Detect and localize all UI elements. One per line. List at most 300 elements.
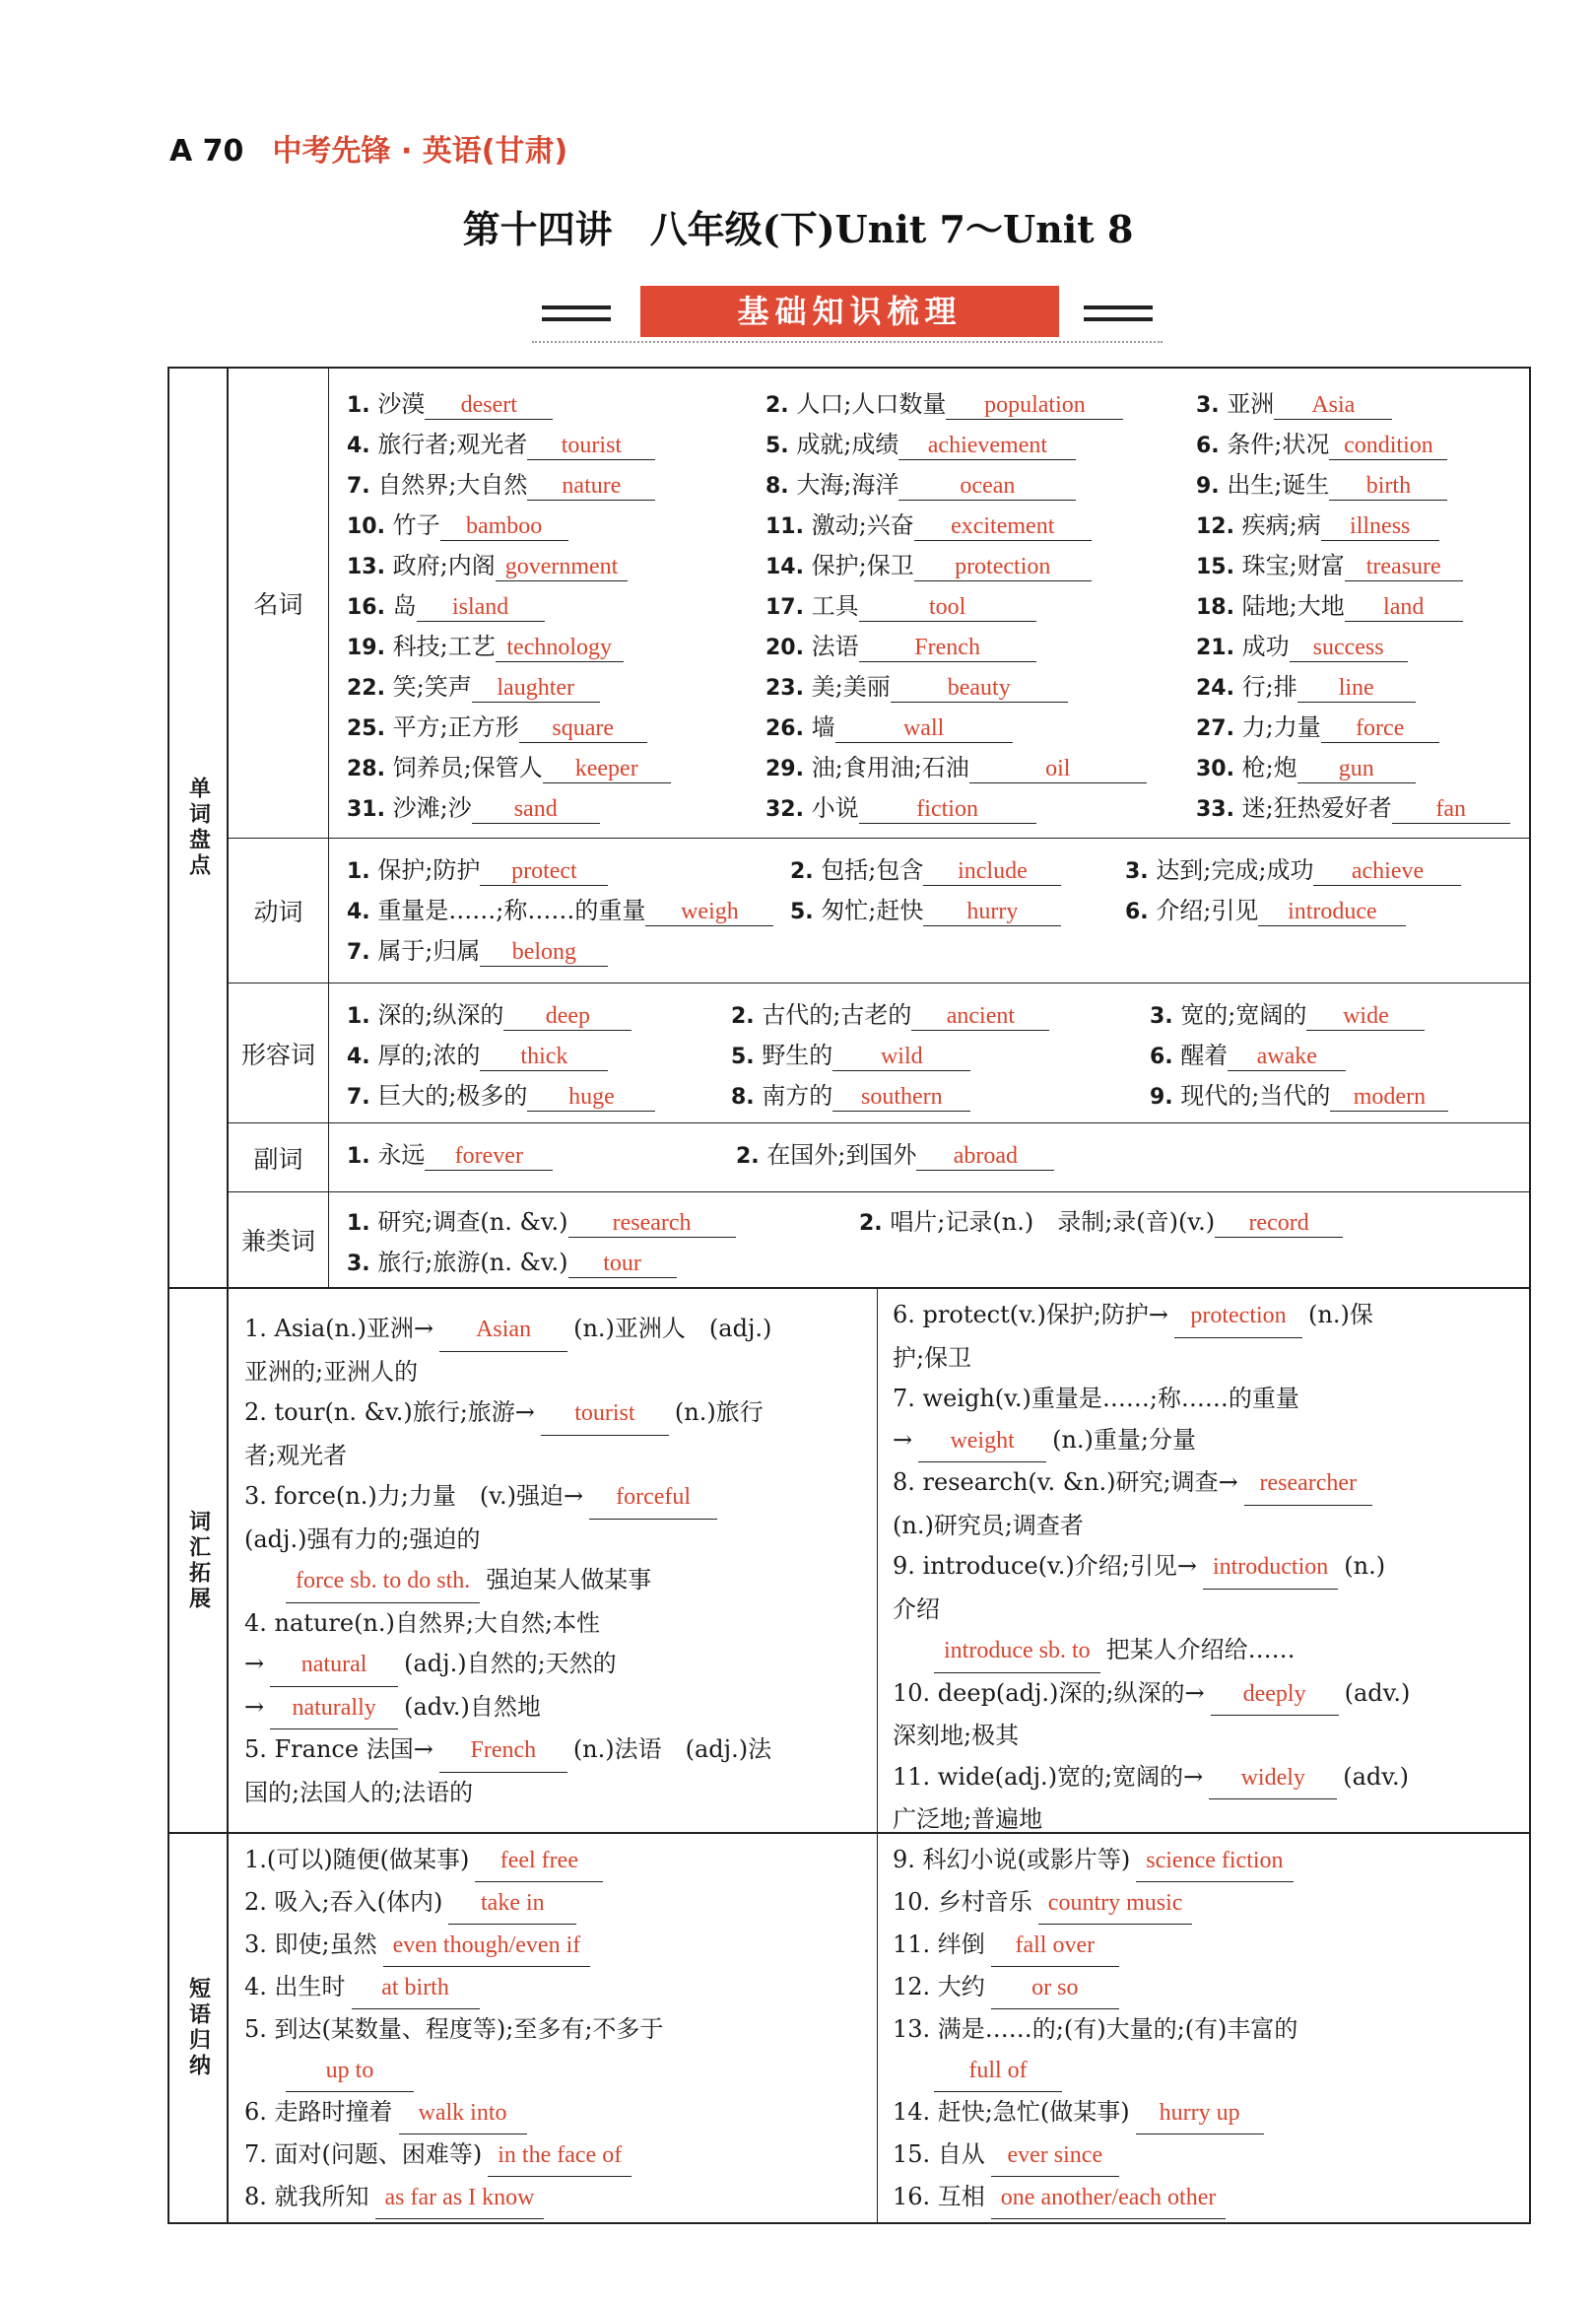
item-chinese: 激动;兴奋 [811, 511, 914, 539]
verbs-block [229, 839, 1529, 983]
item-number: 16. [347, 595, 385, 620]
line-text: 国的;法国人的;法语的 [244, 1778, 474, 1806]
word-item [765, 748, 1147, 783]
item-chinese: 人口;人口数量 [796, 390, 947, 418]
word-item [765, 667, 1068, 703]
text-line [893, 1546, 1515, 1590]
item-number: 25. [347, 716, 385, 741]
item-chinese: 工具 [811, 592, 859, 620]
item-chinese: 旅行;旅游(n. &v.) [377, 1249, 568, 1276]
line-text: 4. 出生时 [244, 1973, 346, 2000]
item-number: 11. [765, 514, 804, 539]
item-number: 1. [347, 1211, 370, 1236]
text-line [893, 2009, 1515, 2050]
item-number: 2. [731, 1004, 755, 1029]
line-answer: protection [1174, 1296, 1302, 1338]
item-chinese: 平方;正方形 [392, 713, 519, 741]
nouns-label: 名词 [229, 369, 329, 838]
line-answer: natural [270, 1645, 398, 1687]
line-text: 亚洲的;亚洲人的 [244, 1357, 419, 1386]
text-line [893, 1716, 1515, 1757]
line-answer: as far as I know [375, 2178, 545, 2219]
word-item [1196, 708, 1439, 743]
word-item [347, 850, 608, 886]
text-line [893, 1925, 1515, 1967]
phrases-right [877, 1834, 1529, 2222]
item-number: 24. [1196, 676, 1234, 701]
line-answer: country music [1038, 1883, 1193, 1925]
item-answer: excitement [914, 513, 1092, 541]
item-number: 7. [347, 1085, 370, 1110]
item-answer: tour [568, 1251, 677, 1278]
item-chinese: 疾病;病 [1241, 511, 1321, 539]
item-answer: belong [480, 939, 608, 967]
line-text: 11. 绊倒 [893, 1931, 985, 1958]
item-answer: treasure [1345, 554, 1463, 581]
item-number: 9. [1196, 474, 1220, 499]
item-number: 21. [1196, 636, 1234, 660]
word-item [1125, 850, 1461, 886]
text-line [893, 1673, 1515, 1717]
line-answer: deeply [1211, 1674, 1339, 1717]
item-chinese: 枪;炮 [1241, 754, 1297, 781]
item-chinese: 野生的 [762, 1042, 833, 1069]
item-number: 27. [1196, 716, 1234, 741]
adverbs-block [229, 1123, 1529, 1192]
section-banner [532, 286, 1163, 345]
item-chinese: 珠宝;财富 [1241, 552, 1345, 579]
item-number: 1. [347, 859, 370, 884]
word-item [347, 546, 628, 581]
word-item [347, 384, 553, 420]
text-line [893, 1757, 1515, 1800]
multi-class-label: 兼类词 [229, 1192, 329, 1287]
item-chinese: 沙滩;沙 [392, 794, 472, 822]
line-answer: in the face of [488, 2135, 632, 2177]
text-line [244, 2177, 863, 2219]
item-number: 3. [1196, 393, 1220, 418]
item-number: 23. [765, 676, 804, 701]
text-line [244, 1967, 863, 2009]
item-chinese: 行;排 [1241, 673, 1297, 701]
adverbs-label: 副词 [229, 1123, 329, 1191]
item-number: 2. [790, 859, 814, 884]
text-line [244, 1476, 863, 1520]
item-answer: thick [480, 1044, 608, 1071]
text-line [244, 1520, 863, 1561]
word-item [347, 627, 624, 662]
text-line [893, 1630, 1515, 1673]
item-answer: square [519, 715, 647, 743]
item-answer: protect [480, 858, 608, 886]
item-answer: fan [1392, 796, 1510, 824]
item-number: 4. [347, 1045, 370, 1069]
word-item [765, 708, 1013, 743]
item-chinese: 力;力量 [1241, 713, 1321, 741]
word-item [347, 931, 608, 967]
word-item [790, 850, 1061, 886]
item-number: 28. [347, 757, 385, 781]
text-line [244, 2135, 863, 2177]
word-item [347, 1135, 553, 1171]
page-number: A 70 [169, 134, 244, 169]
item-answer: record [1215, 1210, 1343, 1238]
line-text: 12. 大约 [893, 1973, 985, 2000]
item-chinese: 厚的;浓的 [377, 1042, 481, 1069]
line-text: → [244, 1650, 265, 1677]
text-line [893, 2050, 1515, 2092]
item-number: 18. [1196, 595, 1234, 620]
text-line [244, 1925, 863, 1967]
vocab-expansion-right [877, 1289, 1529, 1832]
word-item [1150, 995, 1425, 1031]
item-answer: nature [527, 473, 655, 501]
item-answer: oil [969, 756, 1147, 783]
item-answer: gun [1297, 756, 1416, 783]
item-answer: ancient [911, 1003, 1049, 1031]
item-number: 4. [347, 434, 370, 458]
item-number: 30. [1196, 757, 1234, 781]
item-chinese: 条件;状况 [1227, 431, 1330, 458]
item-answer: French [859, 635, 1036, 662]
text-line [244, 1603, 863, 1645]
item-number: 19. [347, 636, 385, 660]
banner-title: 基础知识梳理 [640, 286, 1059, 337]
item-number: 29. [765, 757, 804, 781]
line-text: 3. force(n.)力;力量 (v.)强迫→ [244, 1482, 584, 1510]
word-item [1196, 465, 1447, 501]
item-number: 13. [347, 555, 385, 579]
word-item [1150, 1076, 1448, 1112]
line-suffix: (n.)重量;分量 [1052, 1425, 1197, 1454]
line-answer: tourist [541, 1393, 669, 1436]
line-answer: forceful [589, 1477, 717, 1520]
text-line [244, 1309, 863, 1352]
line-text: 1.(可以)随便(做某事) [244, 1846, 470, 1873]
line-text: 16. 互相 [893, 2183, 985, 2210]
item-answer: introduce [1258, 899, 1406, 926]
item-answer: huge [527, 1084, 655, 1112]
item-chinese: 亚洲 [1227, 390, 1275, 418]
word-item [731, 1036, 970, 1071]
item-number: 26. [765, 716, 804, 741]
adjectives-block [229, 983, 1529, 1123]
text-line [893, 1882, 1515, 1925]
item-answer: line [1297, 675, 1416, 703]
line-suffix: 把某人介绍给…… [1105, 1636, 1296, 1663]
item-number: 10. [347, 514, 385, 539]
line-answer: full of [934, 2051, 1062, 2092]
line-text: 1. Asia(n.)亚洲→ [244, 1315, 434, 1342]
text-line [244, 1773, 863, 1814]
item-chinese: 法语 [811, 633, 859, 660]
line-answer: introduce sb. to [934, 1631, 1100, 1673]
item-number: 33. [1196, 797, 1234, 822]
text-line [893, 1506, 1515, 1547]
word-item [347, 1076, 655, 1112]
item-chinese: 旅行者;观光者 [377, 431, 528, 458]
item-number: 6. [1125, 900, 1149, 924]
line-text: 广泛地;普遍地 [893, 1805, 1043, 1833]
item-number: 31. [347, 797, 385, 822]
vocab-expansion-label: 词汇拓展 [169, 1289, 229, 1832]
word-item [765, 506, 1092, 541]
item-chinese: 政府;内阁 [392, 552, 496, 579]
line-text: 15. 自从 [893, 2140, 985, 2168]
item-chinese: 陆地;大地 [1241, 592, 1345, 620]
word-item [1196, 667, 1416, 703]
line-text: 6. 走路时撞着 [244, 2098, 393, 2126]
item-chinese: 达到;完成;成功 [1156, 856, 1314, 884]
line-answer: weight [918, 1421, 1046, 1463]
item-answer: protection [914, 554, 1092, 581]
word-item [765, 627, 1036, 662]
line-suffix: (n.)保 [1308, 1301, 1373, 1328]
item-answer: wide [1306, 1003, 1425, 1031]
item-answer: modern [1330, 1084, 1448, 1112]
word-item [1196, 384, 1392, 420]
line-text: 护;保卫 [893, 1343, 972, 1372]
item-chinese: 竹子 [392, 511, 440, 539]
word-item [765, 465, 1076, 501]
line-suffix: (n.) [1344, 1552, 1386, 1580]
item-chinese: 介绍;引见 [1156, 897, 1259, 924]
item-number: 17. [765, 595, 804, 620]
text-line [893, 1967, 1515, 2009]
item-answer: beauty [891, 675, 1068, 703]
word-item [765, 384, 1123, 420]
text-line [244, 1687, 863, 1730]
item-answer: abroad [916, 1143, 1054, 1171]
word-item [731, 1076, 970, 1112]
text-line [244, 1560, 863, 1603]
line-answer: ever since [991, 2135, 1119, 2177]
line-text: 10. deep(adj.)深的;纵深的→ [893, 1678, 1205, 1707]
word-item [347, 425, 655, 460]
line-answer: naturally [270, 1688, 398, 1730]
line-suffix: 强迫某人做某事 [486, 1566, 652, 1593]
item-chinese: 成功 [1241, 633, 1290, 660]
item-chinese: 古代的;古老的 [762, 1001, 912, 1029]
item-number: 22. [347, 676, 385, 701]
word-item [347, 891, 773, 926]
line-suffix: (adv.)自然地 [404, 1692, 541, 1721]
item-number: 2. [859, 1211, 883, 1236]
item-number: 9. [1150, 1085, 1173, 1110]
text-line [893, 1295, 1515, 1338]
item-number: 14. [765, 555, 804, 579]
line-text: 3. 即使;虽然 [244, 1931, 377, 1958]
item-chinese: 迷;狂热爱好者 [1241, 794, 1392, 822]
word-item [1125, 891, 1406, 926]
word-item [765, 425, 1076, 460]
nouns-block [229, 369, 1529, 839]
word-item [347, 1243, 677, 1278]
line-answer: one another/each other [991, 2178, 1227, 2219]
item-chinese: 保护;防护 [377, 856, 481, 884]
text-line [244, 1840, 863, 1882]
item-answer: achievement [898, 433, 1076, 460]
item-number: 5. [765, 434, 789, 458]
word-item [736, 1135, 1054, 1171]
line-text: → [244, 1692, 265, 1721]
line-answer: introduction [1203, 1547, 1338, 1590]
item-answer: birth [1329, 473, 1447, 501]
item-answer: force [1321, 715, 1439, 743]
item-number: 1. [347, 1144, 370, 1169]
item-number: 1. [347, 393, 370, 418]
item-answer: desert [425, 392, 553, 420]
item-chinese: 科技;工艺 [392, 633, 496, 660]
line-text: 2. tour(n. &v.)旅行;旅游→ [244, 1398, 535, 1426]
line-text: 7. weigh(v.)重量是……;称……的重量 [893, 1385, 1299, 1412]
item-answer: success [1290, 635, 1408, 662]
line-text: 2. 吸入;吞入(体内) [244, 1888, 443, 1916]
item-number: 2. [765, 393, 789, 418]
text-line [893, 2135, 1515, 2177]
item-answer: island [417, 594, 545, 622]
line-text: 14. 赶快;急忙(做某事) [893, 2098, 1130, 2126]
word-item [1196, 506, 1439, 541]
text-line [893, 1379, 1515, 1420]
word-item [347, 1036, 608, 1071]
item-chinese: 唱片;记录(n.) 录制;录(音)(v.) [890, 1208, 1216, 1236]
item-chinese: 匆忙;赶快 [821, 897, 924, 924]
line-answer: walk into [399, 2093, 527, 2135]
phrases-label: 短语归纳 [169, 1834, 229, 2222]
line-answer: researcher [1244, 1463, 1372, 1506]
item-chinese: 重量是……;称……的重量 [377, 897, 646, 924]
word-item [765, 788, 1036, 824]
text-line [244, 2050, 863, 2092]
line-text: 6. protect(v.)保护;防护→ [893, 1301, 1169, 1328]
page-header [169, 126, 567, 169]
item-answer: tourist [527, 433, 655, 460]
item-answer: technology [496, 635, 624, 662]
item-answer: government [496, 554, 629, 581]
line-suffix: (adv.) [1343, 1762, 1409, 1791]
item-chinese: 巨大的;极多的 [377, 1082, 528, 1110]
line-answer: up to [286, 2051, 414, 2092]
text-line [244, 1729, 863, 1773]
item-number: 8. [731, 1085, 755, 1110]
item-number: 1. [347, 1004, 370, 1029]
lesson-title: 第十四讲 八年级(下)Unit 7～Unit 8 [462, 207, 1134, 251]
text-line [893, 1840, 1515, 1882]
item-number: 6. [1150, 1045, 1173, 1069]
line-suffix: (n.)旅行 [674, 1398, 764, 1426]
word-item [347, 748, 671, 783]
word-item [1196, 748, 1416, 783]
line-answer: take in [448, 1883, 576, 1925]
item-chinese: 岛 [392, 592, 417, 620]
item-answer: achieve [1313, 858, 1461, 886]
line-suffix: (n.)亚洲人 (adj.) [573, 1315, 772, 1342]
item-answer: weigh [645, 899, 773, 926]
item-number: 7. [347, 474, 370, 499]
item-chinese: 沙漠 [377, 390, 426, 418]
line-text: 8. 就我所知 [244, 2183, 369, 2210]
line-answer: hurry up [1136, 2093, 1264, 2135]
item-answer: southern [832, 1084, 970, 1112]
text-line [893, 2177, 1515, 2219]
line-text: 深刻地;极其 [893, 1722, 1020, 1749]
item-answer: bamboo [440, 513, 568, 541]
item-answer: keeper [543, 756, 671, 783]
item-chinese: 饲养员;保管人 [392, 754, 543, 781]
line-answer: feel free [475, 1841, 603, 1882]
line-answer: Asian [439, 1310, 567, 1352]
text-line [244, 2092, 863, 2135]
text-line [244, 1352, 863, 1393]
line-text: 5. 到达(某数量、程度等);至多有;不多于 [244, 2015, 664, 2043]
line-answer: even though/even if [383, 1926, 591, 1967]
item-answer: include [923, 858, 1061, 886]
word-item [790, 891, 1061, 926]
item-number: 8. [765, 474, 789, 499]
item-answer: deep [503, 1003, 632, 1031]
text-line [244, 2009, 863, 2050]
item-number: 15. [1196, 555, 1234, 579]
adjectives-label: 形容词 [229, 983, 329, 1122]
item-chinese: 深的;纵深的 [377, 1001, 504, 1029]
item-chinese: 属于;归属 [377, 937, 481, 965]
item-number: 20. [765, 636, 804, 660]
word-item [1196, 627, 1408, 662]
word-check-label: 单词盘点 [169, 369, 229, 1287]
line-answer: fall over [991, 1926, 1119, 1967]
phrases-left [229, 1834, 877, 2222]
item-chinese: 成就;成绩 [796, 431, 899, 458]
item-number: 5. [731, 1045, 755, 1069]
line-text: 4. nature(n.)自然界;大自然;本性 [244, 1608, 601, 1637]
item-answer: sand [472, 796, 600, 824]
item-chinese: 笑;笑声 [392, 673, 472, 701]
word-item [347, 586, 545, 622]
item-answer: land [1345, 594, 1463, 622]
text-line [244, 1436, 863, 1477]
word-item [1196, 425, 1447, 460]
item-answer: ocean [898, 473, 1076, 501]
item-number: 2. [736, 1144, 760, 1169]
line-text: 11. wide(adj.)宽的;宽阔的→ [893, 1762, 1204, 1791]
line-answer: at birth [352, 1968, 480, 2009]
text-line [893, 1338, 1515, 1380]
word-item [1196, 788, 1510, 824]
item-answer: hurry [923, 899, 1061, 926]
word-item [1196, 586, 1463, 622]
line-text: 10. 乡村音乐 [893, 1888, 1032, 1916]
text-line [244, 1644, 863, 1687]
line-text: 5. France 法国→ [244, 1735, 433, 1763]
item-number: 5. [790, 900, 814, 924]
line-text: 9. 科幻小说(或影片等) [893, 1846, 1131, 1873]
line-text: 8. research(v. &n.)研究;调查→ [893, 1468, 1238, 1496]
line-text: 13. 满是……的;(有)大量的;(有)丰富的 [893, 2015, 1298, 2043]
item-chinese: 醒着 [1180, 1042, 1229, 1069]
item-answer: population [946, 392, 1123, 420]
item-answer: Asia [1274, 392, 1392, 420]
item-number: 7. [347, 940, 370, 965]
item-chinese: 在国外;到国外 [766, 1141, 917, 1169]
line-answer: force sb. to do sth. [286, 1561, 480, 1603]
item-number: 3. [347, 1252, 370, 1276]
text-line [244, 1882, 863, 1925]
item-answer: forever [425, 1143, 553, 1171]
word-item [765, 586, 1036, 622]
item-answer: awake [1228, 1044, 1346, 1071]
word-item [347, 995, 632, 1031]
